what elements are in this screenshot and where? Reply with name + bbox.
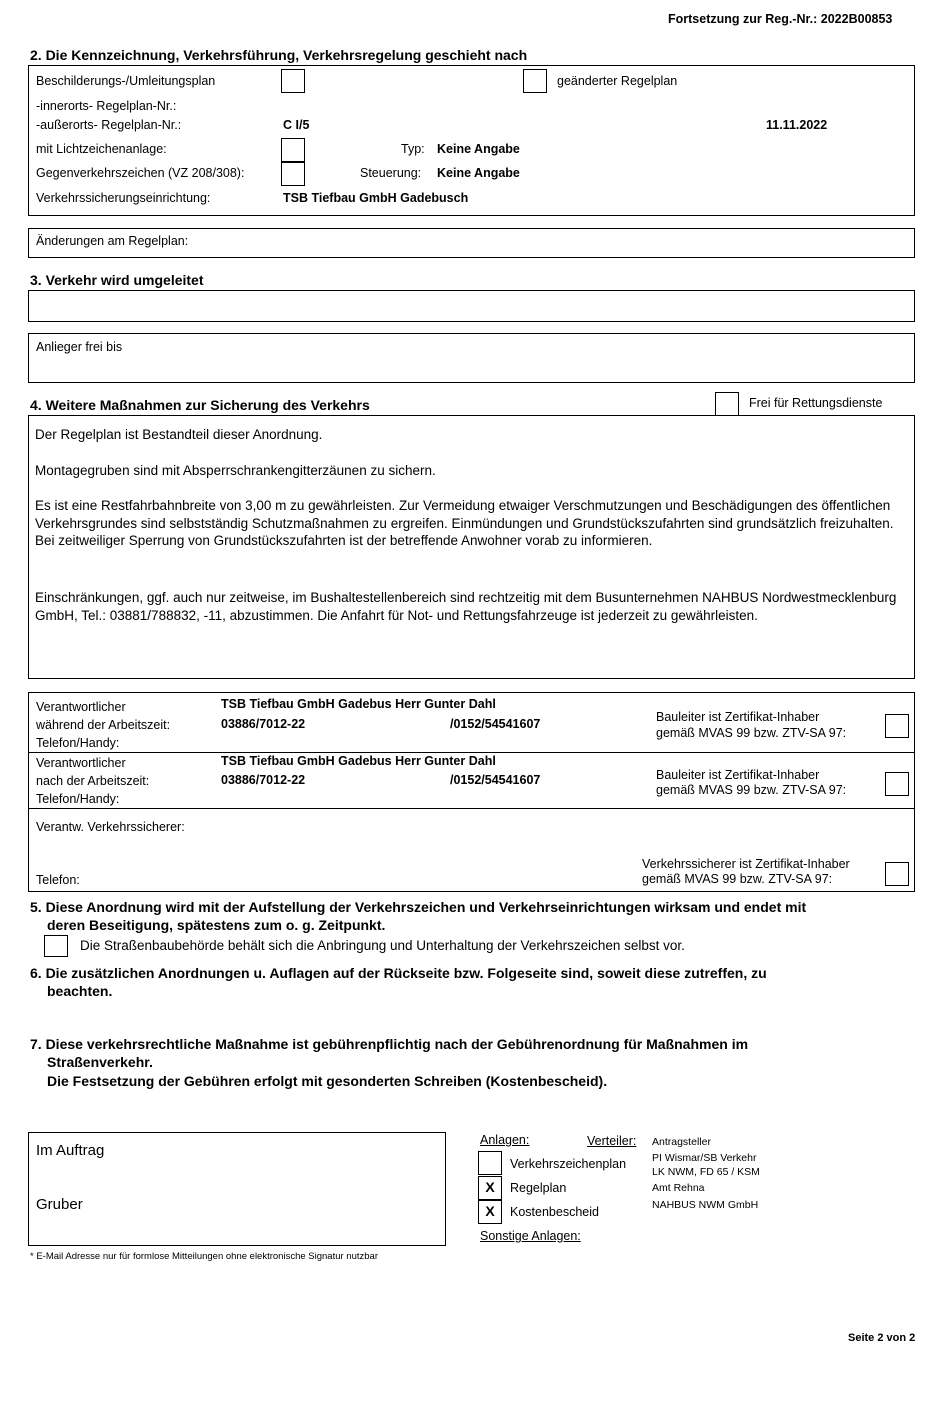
verteiler-item: NAHBUS NWM GmbH [652,1199,759,1211]
section7-line-3: Die Festsetzung der Gebühren erfolgt mit gesonderten Schreiben (Kostenbescheid). [47,1073,608,1089]
during-phone: 03886/7012-22 [221,717,306,731]
im-auftrag: Im Auftrag [36,1142,105,1159]
verteiler-item: LK NWM, FD 65 / KSM [652,1166,760,1178]
section2-heading: 2. Die Kennzeichnung, Verkehrsführung, Verkehrsregelung geschieht nach [30,47,528,63]
anlage-checkbox-regelplan[interactable]: X [478,1176,502,1200]
section6-line-1: 6. Die zusätzlichen Anordnungen u. Auflagen auf der Rückseite bzw. Folgeseite sind, soweit diese zutreffen, zu [30,965,767,981]
massnahmen-paragraph-4: Einschränkungen, ggf. auch nur zeitweise, im Bushaltestellenbereich sind rechtzeitig mit dem Busunternehmen NAHBUS Nordwestmecklenburg GmbH, Tel.: 03881/788832, -11, abzustimmen. Die Anfahrt für Not- und Rettungsfahrzeuge ist jederzeit zu gewährleisten. [35,590,897,623]
sicherer-telefon-label: Telefon: [36,873,80,887]
steuerung-value: Keine Angabe [437,166,520,180]
verteiler-item: Antragsteller [652,1136,711,1148]
anlage-checkbox-verkehrszeichenplan[interactable] [478,1151,502,1175]
geaenderter-regelplan-label: geänderter Regelplan [557,74,678,88]
sicherer-cert-1: Verkehrssicherer ist Zertifikat-Inhaber [642,857,850,871]
anlage-label-regelplan: Regelplan [510,1181,567,1195]
anlieger-box [28,333,915,383]
strassenbau-label: Die Straßenbaubehörde behält sich die Anbringung und Unterhaltung der Verkehrszeichen selbst vor. [80,938,685,953]
after-label-3: Telefon/Handy: [36,792,120,806]
during-label-1: Verantwortlicher [36,700,126,714]
section5-line-2: deren Beseitigung, spätestens zum o. g. Zeitpunkt. [47,917,386,933]
date-value: 11.11.2022 [766,118,828,132]
section3-heading: 3. Verkehr wird umgeleitet [30,272,204,288]
during-label-3: Telefon/Handy: [36,736,120,750]
anlage-label-kostenbescheid: Kostenbescheid [510,1205,599,1219]
sicherung-value: TSB Tiefbau GmbH Gadebusch [283,191,469,205]
page-number: Seite 2 von 2 [848,1332,916,1344]
section7-line-1: 7. Diese verkehrsrechtliche Maßnahme ist gebührenpflichtig nach der Gebührenordnung für Maßnahmen im [30,1036,749,1052]
typ-value: Keine Angabe [437,142,520,156]
section5-line-1: 5. Diese Anordnung wird mit der Aufstellung der Verkehrszeichen und Verkehrseinrichtungen wirksam und endet mit [30,899,807,915]
strassenbau-checkbox[interactable] [44,935,68,957]
rettungsdienste-checkbox[interactable] [715,392,739,416]
ausserorts-label: -außerorts- Regelplan-Nr.: [36,118,182,132]
anlagen-heading: Anlagen: [480,1133,530,1147]
innerorts-label: -innerorts- Regelplan-Nr.: [36,99,177,113]
after-label-1: Verantwortlicher [36,756,126,770]
aenderungen-label: Änderungen am Regelplan: [36,234,189,248]
rettungsdienste-label: Frei für Rettungsdienste [749,396,883,410]
typ-label: Typ: [401,142,425,156]
during-name: TSB Tiefbau GmbH Gadebus Herr Gunter Dahl [221,697,496,711]
anlage-label-verkehrszeichenplan: Verkehrszeichenplan [510,1157,627,1171]
during-label-2: während der Arbeitszeit: [36,718,171,732]
after-name: TSB Tiefbau GmbH Gadebus Herr Gunter Dahl [221,754,496,768]
signature-name: Gruber [36,1196,83,1213]
massnahmen-paragraph-3: Es ist eine Restfahrbahnbreite von 3,00 m zu gewährleisten. Zur Vermeidung etwaiger Verschmutzungen und Beschädigungen des öffentlichen Verkehrsgrundes sind selbstständig Schutzmaßnahmen zu ergreifen. Einmündungen und Grundstückszufahrten sind grundsätzlich freizuhalten. Bei zeitweiliger Sperrung von Grundstückszufahrten ist der betreffende Anwohner vorab zu informieren. [35,498,894,548]
during-cert-1: Bauleiter ist Zertifikat-Inhaber [656,710,820,724]
steuerung-label: Steuerung: [360,166,422,180]
reg-number: Fortsetzung zur Reg.-Nr.: 2022B00853 [668,12,893,26]
section7-line-2: Straßenverkehr. [47,1054,153,1070]
after-mobile: /0152/54541607 [450,773,541,787]
after-phone: 03886/7012-22 [221,773,306,787]
after-cert-2: gemäß MVAS 99 bzw. ZTV-SA 97: [656,783,847,797]
during-cert-2: gemäß MVAS 99 bzw. ZTV-SA 97: [656,726,847,740]
lichtzeichen-checkbox[interactable] [281,138,305,162]
ausserorts-value: C I/5 [283,118,310,132]
gegenverkehr-label: Gegenverkehrszeichen (VZ 208/308): [36,166,245,180]
verteiler-item: Amt Rehna [652,1182,705,1194]
gegenverkehr-checkbox[interactable] [281,162,305,186]
sonstige-anlagen: Sonstige Anlagen: [480,1229,581,1243]
after-cert-checkbox[interactable] [885,772,909,796]
verteiler-item: PI Wismar/SB Verkehr [652,1152,757,1164]
after-label-2: nach der Arbeitszeit: [36,774,150,788]
lichtzeichen-label: mit Lichtzeichenanlage: [36,142,167,156]
anlage-checkbox-kostenbescheid[interactable]: X [478,1200,502,1224]
footnote: * E-Mail Adresse nur für formlose Mitteilungen ohne elektronische Signatur nutzbar [30,1251,378,1262]
during-cert-checkbox[interactable] [885,714,909,738]
sicherer-label: Verantw. Verkehrssicherer: [36,820,185,834]
massnahmen-paragraph-1: Der Regelplan ist Bestandteil dieser Anordnung. [35,427,323,442]
anlieger-label: Anlieger frei bis [36,340,123,354]
geaenderter-regelplan-checkbox[interactable] [523,69,547,93]
beschilderung-label: Beschilderungs-/Umleitungsplan [36,74,216,88]
sicherer-cert-2: gemäß MVAS 99 bzw. ZTV-SA 97: [642,872,833,886]
after-cert-1: Bauleiter ist Zertifikat-Inhaber [656,768,820,782]
section4-heading: 4. Weitere Maßnahmen zur Sicherung des Verkehrs [30,397,370,413]
during-mobile: /0152/54541607 [450,717,541,731]
sicherer-cert-checkbox[interactable] [885,862,909,886]
umleitung-box [28,290,915,322]
sicherung-label: Verkehrssicherungseinrichtung: [36,191,211,205]
verteiler-heading: Verteiler: [587,1134,637,1148]
beschilderung-checkbox[interactable] [281,69,305,93]
section6-line-2: beachten. [47,983,113,999]
massnahmen-paragraph-2: Montagegruben sind mit Absperrschrankengitterzäunen zu sichern. [35,463,436,478]
row-divider [28,808,915,809]
